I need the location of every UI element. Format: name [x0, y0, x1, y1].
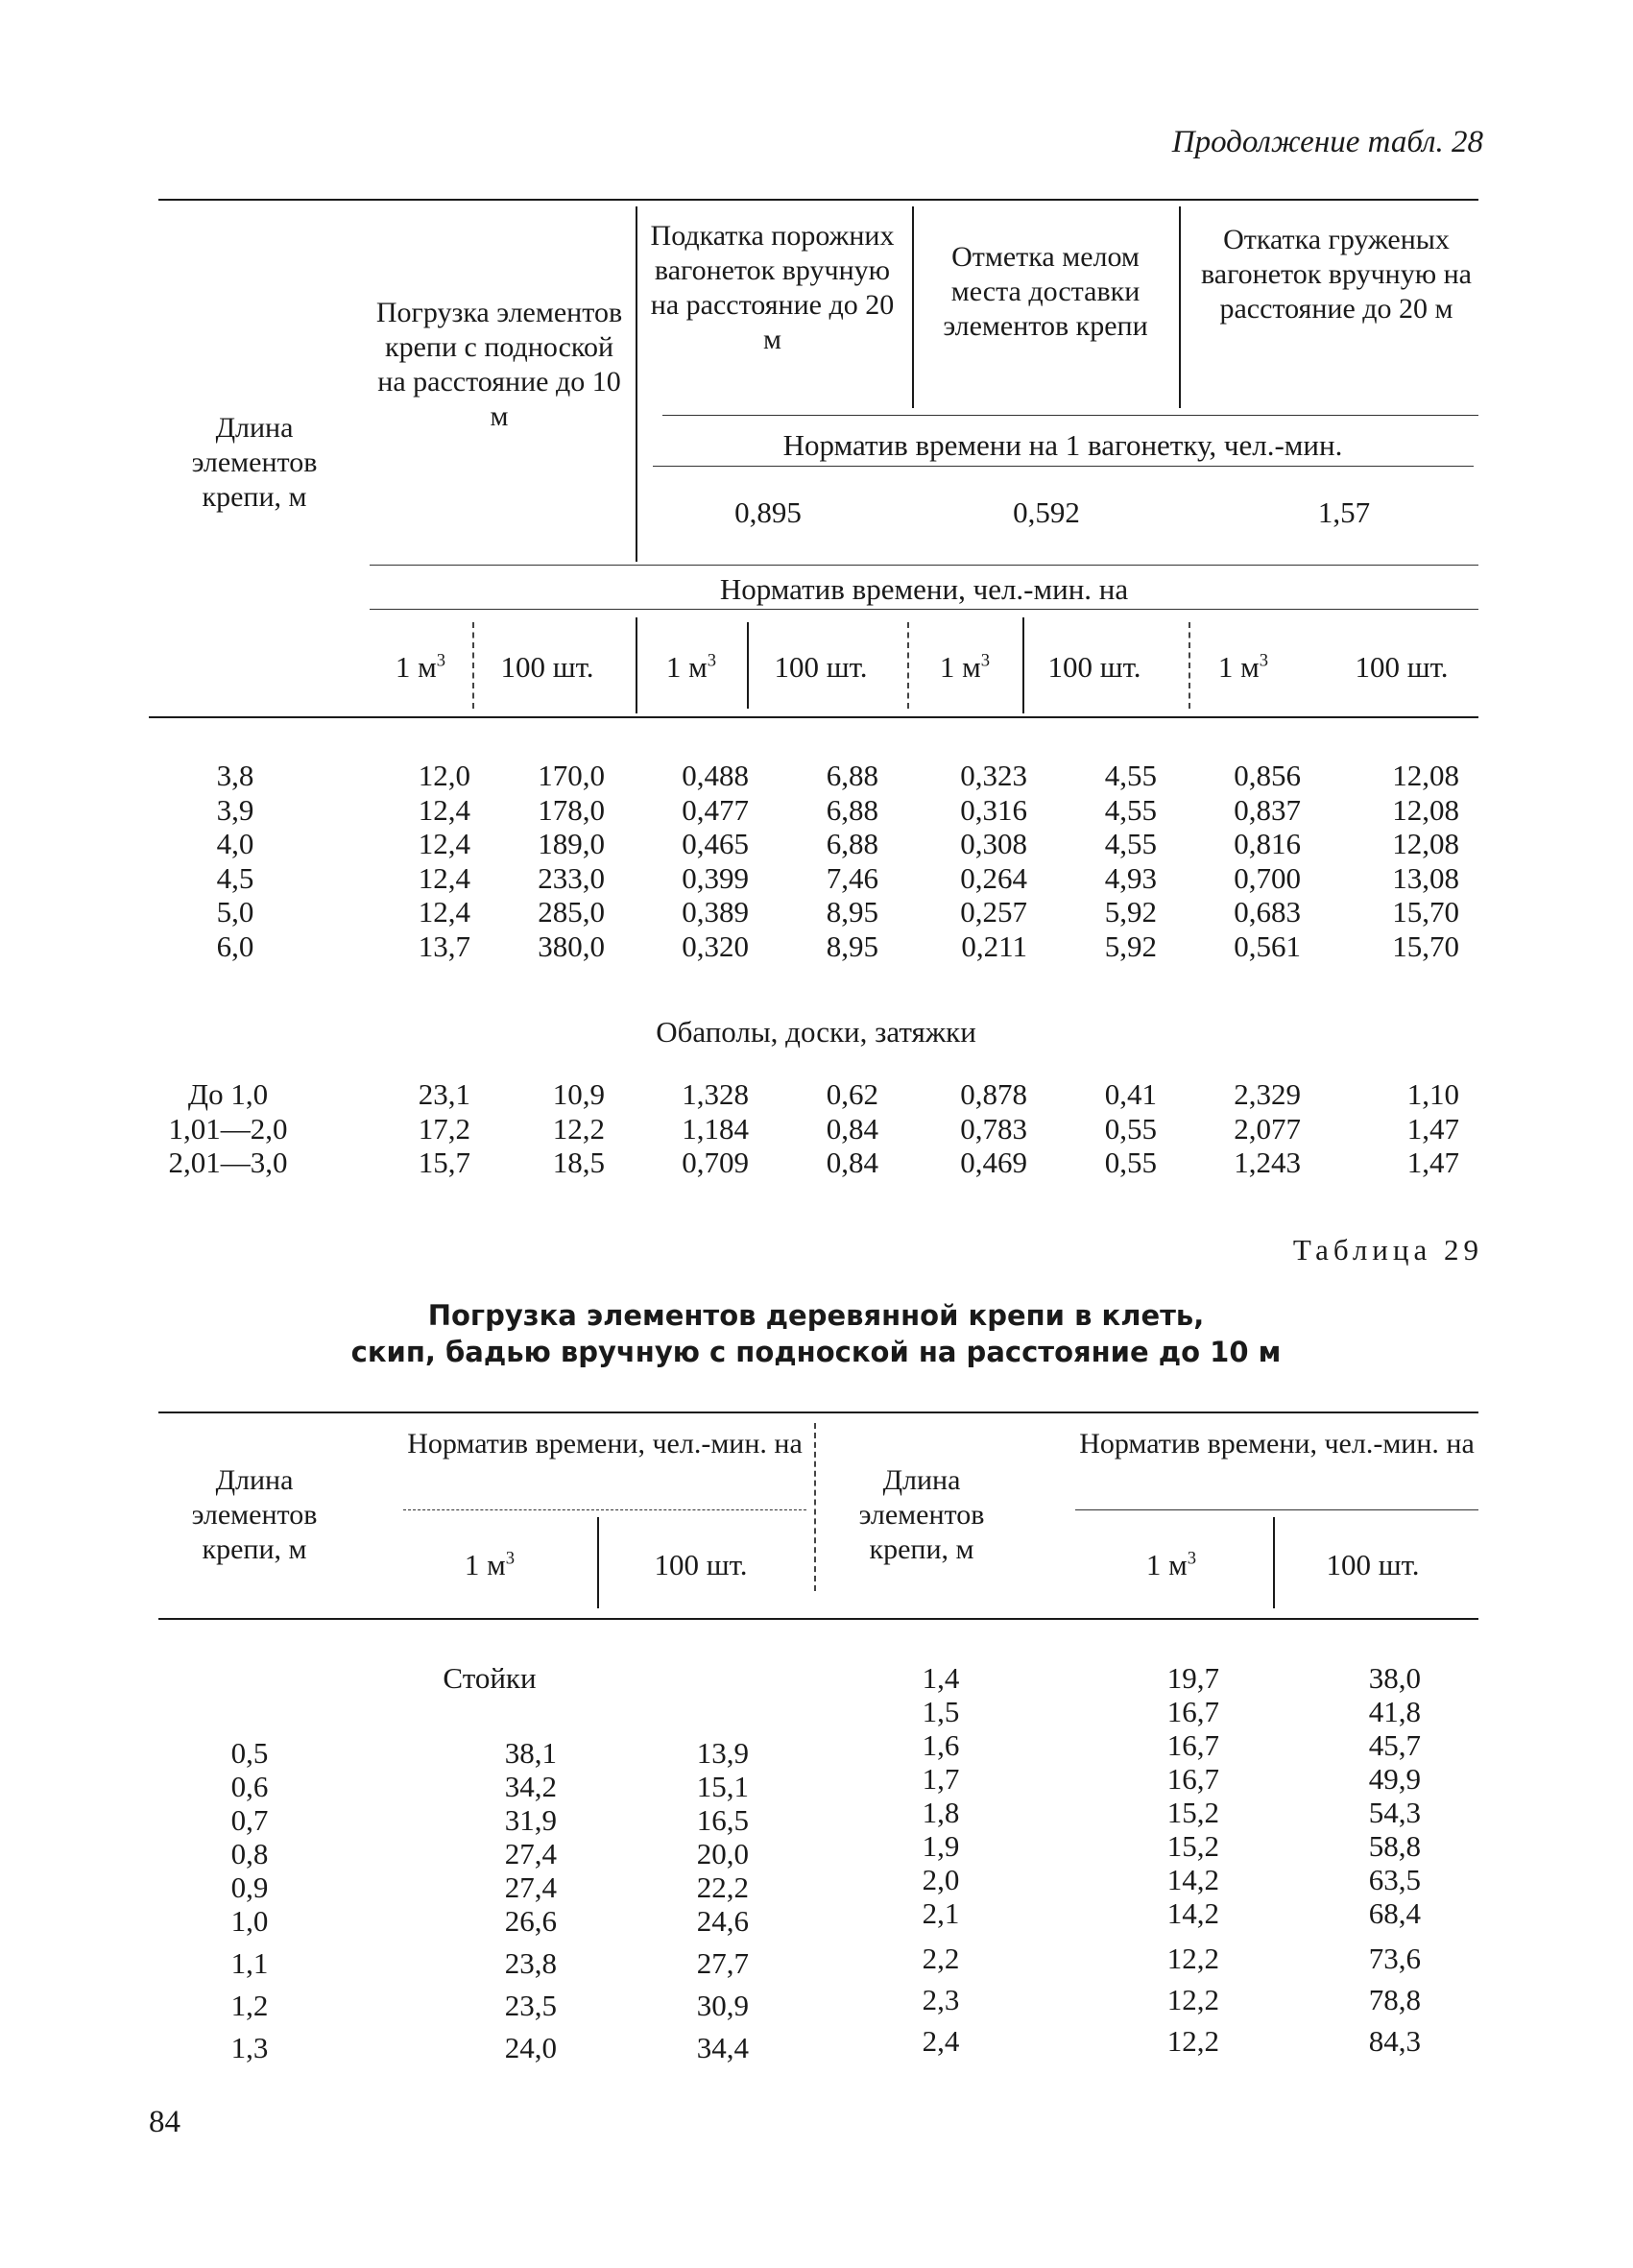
table-cell: 0,465	[682, 827, 749, 860]
table-cell: 13,7	[418, 929, 470, 963]
t28-col-length: Длина элементов крепи, м	[191, 412, 318, 513]
table-cell: 63,5	[1368, 1863, 1421, 1896]
table-cell: 20,0	[696, 1837, 749, 1870]
table-cell: 1,328	[682, 1077, 749, 1111]
table-cell: 1,5	[922, 1695, 960, 1728]
unit-text: 1 м	[395, 650, 437, 684]
table-cell: 0,7	[230, 1803, 269, 1837]
t29-subdivider	[597, 1517, 599, 1608]
table-cell: 12,08	[1392, 827, 1459, 860]
table-cell: 0,878	[960, 1077, 1027, 1111]
table-cell: 0,6	[230, 1770, 269, 1803]
t28-subdivider	[1189, 622, 1190, 709]
t28-unit-pcs: 100 шт.	[774, 650, 868, 684]
table-cell: 189,0	[538, 827, 605, 860]
table-cell: 15,2	[1166, 1796, 1219, 1829]
table-cell: 1,3	[230, 2031, 269, 2064]
table-cell: 0,264	[960, 860, 1027, 895]
table-cell: 1,10	[1406, 1077, 1459, 1111]
table-cell: 15,1	[696, 1770, 749, 1803]
table-cell: 0,709	[682, 1146, 749, 1179]
table-cell: 12,08	[1392, 759, 1459, 792]
table-cell: 14,2	[1166, 1896, 1219, 1930]
table-cell: 34,4	[696, 2031, 749, 2064]
t28-subdivider	[747, 622, 749, 709]
t28-norm-time: Норматив времени, чел.-мин. на	[719, 572, 1129, 606]
table-cell: 84,3	[1368, 2024, 1421, 2058]
table-cell: 0,783	[960, 1111, 1027, 1146]
table-cell: 0,389	[682, 895, 749, 929]
table-cell: 12,08	[1392, 792, 1459, 827]
table-cell: 45,7	[1368, 1728, 1421, 1762]
table-cell: 170,0	[538, 759, 605, 792]
table-cell: 38,0	[1368, 1661, 1421, 1695]
table-cell: 58,8	[1368, 1829, 1421, 1863]
table-cell: 78,8	[1368, 1983, 1421, 2016]
t29-title-line2: скип, бадью вручную с подноской на расстояние до 10 м	[350, 1336, 1282, 1368]
table-cell: 12,4	[418, 895, 470, 929]
table-cell: 1,8	[922, 1796, 960, 1829]
table-cell: 1,1	[230, 1946, 269, 1980]
table-cell: 12,0	[418, 759, 470, 792]
table-cell: 0,856	[1234, 759, 1301, 792]
table-cell: 12,4	[418, 860, 470, 895]
table-cell: 4,5	[216, 860, 254, 895]
table-cell: 1,6	[922, 1728, 960, 1762]
table-cell: 178,0	[538, 792, 605, 827]
table-cell: 0,5	[230, 1736, 269, 1770]
table-cell: 13,9	[696, 1736, 749, 1770]
table-cell: 12,2	[1166, 1983, 1219, 2016]
table-cell: 27,7	[696, 1946, 749, 1980]
table-cell: 0,700	[1234, 860, 1301, 895]
table-cell: 49,9	[1368, 1762, 1421, 1796]
table-cell: 68,4	[1368, 1896, 1421, 1930]
t28-col-rollout: Откатка груженых вагонеток вручную на расстояние до 20 м	[1201, 224, 1472, 325]
t29-rule	[403, 1509, 806, 1510]
table-cell: 16,7	[1166, 1695, 1219, 1728]
table-cell: 5,92	[1104, 929, 1157, 963]
table-cell: 15,70	[1392, 895, 1459, 929]
table-cell: 8,95	[826, 929, 878, 963]
table-cell: 18,5	[552, 1146, 605, 1179]
t29-unit-pcs: 100 шт.	[1326, 1548, 1420, 1581]
t28-unit-pcs: 100 шт.	[1047, 650, 1141, 684]
t29-norm-right: Норматив времени, чел.-мин. на	[1079, 1428, 1475, 1460]
table-cell: 23,8	[504, 1946, 557, 1980]
t28-rule	[653, 466, 1474, 467]
table-cell: 4,55	[1104, 759, 1157, 792]
table-cell: 6,88	[826, 827, 878, 860]
table-cell: 27,4	[504, 1837, 557, 1870]
table-cell: 0,9	[230, 1870, 269, 1904]
table-cell: 12,2	[552, 1111, 605, 1146]
table-cell: 12,2	[1166, 2024, 1219, 2058]
t28-subdivider	[1022, 617, 1024, 713]
table-cell: 0,62	[826, 1077, 878, 1111]
table-cell: 0,320	[682, 929, 749, 963]
table-cell: 2,0	[922, 1863, 960, 1896]
table-cell: 54,3	[1368, 1796, 1421, 1829]
table-cell: 380,0	[538, 929, 605, 963]
table-cell: 7,46	[826, 860, 878, 895]
table-cell: 16,5	[696, 1803, 749, 1837]
table-cell: 16,7	[1166, 1762, 1219, 1796]
table-cell: 1,0	[230, 1904, 269, 1938]
table-cell: 24,0	[504, 2031, 557, 2064]
table-cell: 0,477	[682, 792, 749, 827]
table-cell: 23,1	[418, 1077, 470, 1111]
t29-rule	[1075, 1509, 1478, 1510]
table-cell: 2,01—3,0	[168, 1146, 288, 1179]
t28-norm-wagon: Норматив времени на 1 вагонетку, чел.-мин.	[782, 428, 1343, 462]
t28-header-bottom-rule	[149, 716, 1478, 718]
table-cell: 27,4	[504, 1870, 557, 1904]
table-cell: 1,7	[922, 1762, 960, 1796]
table-cell: 15,70	[1392, 929, 1459, 963]
t29-divider	[814, 1423, 816, 1591]
table-cell: 14,2	[1166, 1863, 1219, 1896]
table-cell: 30,9	[696, 1989, 749, 2022]
table-cell: 0,55	[1104, 1111, 1157, 1146]
t29-unit-m3: 1 $м^3$	[464, 1548, 516, 1581]
t28-subdivider	[472, 622, 474, 709]
table-cell: 1,4	[922, 1661, 960, 1695]
table-cell: 4,0	[216, 827, 254, 860]
table-cell: 41,8	[1368, 1695, 1421, 1728]
continuation-label: Продолжение табл. 28	[1171, 125, 1483, 159]
t28-divider	[1179, 206, 1181, 408]
t28-rule	[662, 415, 1478, 416]
t29-col-length-left: Длина элементов крепи, м	[191, 1464, 318, 1565]
t29-title-line1: Погрузка элементов деревянной крепи в клеть,	[427, 1299, 1205, 1332]
table-cell: 34,2	[504, 1770, 557, 1803]
table-cell: 0,84	[826, 1111, 878, 1146]
table-cell: 0,257	[960, 895, 1027, 929]
t28-subdivider	[636, 617, 637, 713]
t28-unit-pcs: 100 шт.	[1355, 650, 1449, 684]
table-cell: 12,4	[418, 792, 470, 827]
table-cell: 285,0	[538, 895, 605, 929]
table-cell: 1,01—2,0	[168, 1111, 288, 1146]
t29-col-length-right: Длина элементов крепи, м	[858, 1464, 985, 1565]
table-cell: 0,469	[960, 1146, 1027, 1179]
t29-norm-left: Норматив времени, чел.-мин. на	[407, 1428, 803, 1460]
t29-subdivider	[1273, 1517, 1275, 1608]
table-cell: 4,55	[1104, 827, 1157, 860]
table-cell: 2,077	[1234, 1111, 1301, 1146]
table-cell: 13,08	[1392, 860, 1459, 895]
t28-rule	[370, 609, 1478, 610]
t28-unit-m3: 1 $м^3$	[939, 650, 991, 684]
table-cell: 0,488	[682, 759, 749, 792]
table-cell: 0,55	[1104, 1146, 1157, 1179]
t29-top-rule	[158, 1411, 1478, 1413]
t28-unit-pcs: 100 шт.	[500, 650, 594, 684]
table-cell: 26,6	[504, 1904, 557, 1938]
table-cell: 0,84	[826, 1146, 878, 1179]
table-cell: 12,2	[1166, 1942, 1219, 1975]
table-cell: 22,2	[696, 1870, 749, 1904]
table-cell: 3,9	[216, 792, 254, 827]
table-cell: 31,9	[504, 1803, 557, 1837]
unit-text: 1 м	[1145, 1548, 1188, 1581]
table-cell: 5,0	[216, 895, 254, 929]
t28-top-rule	[158, 199, 1478, 201]
table-cell: 12,4	[418, 827, 470, 860]
table-cell: 2,3	[922, 1983, 960, 2016]
table-cell: 1,47	[1406, 1146, 1459, 1179]
t28-col-loading: Погрузка элементов крепи с подноской на расстояние до 10 м	[375, 297, 623, 432]
table-cell: 1,47	[1406, 1111, 1459, 1146]
t29-label: Таблица 29	[1292, 1233, 1483, 1267]
table-cell: 2,329	[1234, 1077, 1301, 1111]
t28-divider	[636, 206, 637, 562]
t28-unit-m3: 1 $м^3$	[665, 650, 717, 684]
table-cell: 0,211	[961, 929, 1027, 963]
table-cell: 6,0	[216, 929, 254, 963]
t28-unit-m3: 1 $м^3$	[1217, 650, 1269, 684]
table-cell: 1,2	[230, 1989, 269, 2022]
t28-wagon-value: 1,57	[1317, 495, 1371, 529]
unit-text: 1 м	[665, 650, 708, 684]
t29-unit-pcs: 100 шт.	[654, 1548, 748, 1581]
t29-unit-m3: 1 $м^3$	[1145, 1548, 1197, 1581]
table-cell: 0,683	[1234, 895, 1301, 929]
table-cell: 0,41	[1104, 1077, 1157, 1111]
t28-col-marking: Отметка мелом места доставки элементов крепи	[943, 241, 1148, 342]
t28-section-title: Обаполы, доски, затяжки	[656, 1015, 976, 1049]
table-cell: 0,8	[230, 1837, 269, 1870]
unit-text: 1 м	[464, 1548, 506, 1581]
table-cell: 0,837	[1234, 792, 1301, 827]
t28-rule	[370, 565, 1478, 566]
t29-section-title: Стойки	[443, 1661, 537, 1695]
table-cell: 1,184	[682, 1111, 749, 1146]
table-cell: До 1,0	[187, 1077, 269, 1111]
t28-unit-m3: 1 $м^3$	[395, 650, 446, 684]
table-cell: 0,316	[960, 792, 1027, 827]
table-cell: 4,55	[1104, 792, 1157, 827]
table-cell: 24,6	[696, 1904, 749, 1938]
table-cell: 5,92	[1104, 895, 1157, 929]
unit-text: 1 м	[1217, 650, 1260, 684]
table-cell: 10,9	[552, 1077, 605, 1111]
table-cell: 0,308	[960, 827, 1027, 860]
table-cell: 6,88	[826, 759, 878, 792]
t28-wagon-value: 0,592	[1013, 495, 1080, 529]
t28-wagon-value: 0,895	[734, 495, 802, 529]
table-cell: 2,2	[922, 1942, 960, 1975]
table-cell: 3,8	[216, 759, 254, 792]
table-cell: 0,399	[682, 860, 749, 895]
page-number: 84	[149, 2105, 180, 2139]
table-cell: 19,7	[1166, 1661, 1219, 1695]
table-cell: 0,561	[1234, 929, 1301, 963]
table-cell: 16,7	[1166, 1728, 1219, 1762]
table-cell: 2,4	[922, 2024, 960, 2058]
table-cell: 1,243	[1234, 1146, 1301, 1179]
table-cell: 15,7	[418, 1146, 470, 1179]
table-cell: 1,9	[922, 1829, 960, 1863]
table-cell: 15,2	[1166, 1829, 1219, 1863]
t28-subdivider	[907, 622, 909, 709]
table-cell: 2,1	[922, 1896, 960, 1930]
table-cell: 0,323	[960, 759, 1027, 792]
unit-text: 1 м	[939, 650, 981, 684]
table-cell: 233,0	[538, 860, 605, 895]
t29-header-bottom-rule	[158, 1618, 1478, 1620]
table-cell: 23,5	[504, 1989, 557, 2022]
table-cell: 4,93	[1104, 860, 1157, 895]
table-cell: 17,2	[418, 1111, 470, 1146]
table-cell: 38,1	[504, 1736, 557, 1770]
table-cell: 73,6	[1368, 1942, 1421, 1975]
table-cell: 0,816	[1234, 827, 1301, 860]
table-cell: 8,95	[826, 895, 878, 929]
t28-col-rollin: Подкатка порожних вагонеток вручную на расстояние до 20 м	[650, 220, 895, 355]
table-cell: 6,88	[826, 792, 878, 827]
